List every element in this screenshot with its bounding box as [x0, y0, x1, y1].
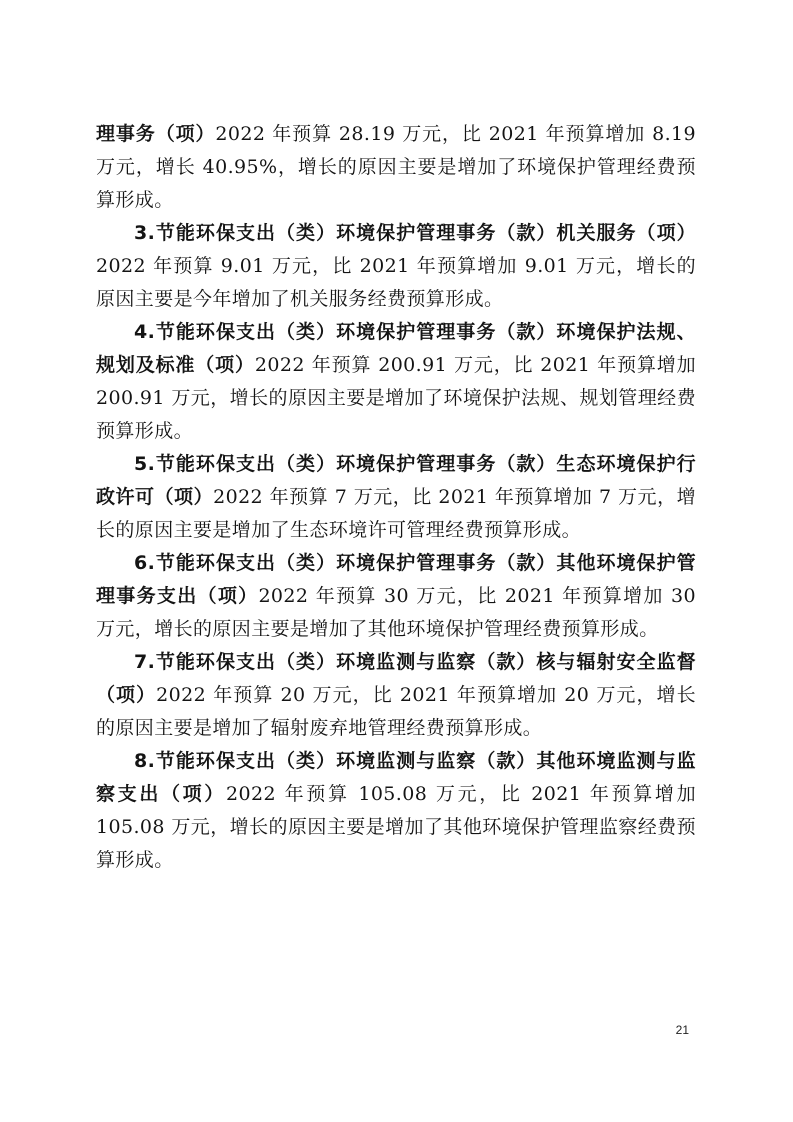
paragraph-4-heading: 5.节能环保支出（类）环境保护管理事务（款）生态环境保护行政许可（项）: [96, 453, 696, 508]
document-body: [96, 118, 696, 877]
paragraph-5-heading: 6.节能环保支出（类）环境保护管理事务（款）其他环境保护管理事务支出（项）: [96, 552, 696, 607]
paragraph-4: [96, 448, 696, 547]
paragraph-5: [96, 547, 696, 646]
paragraph-6-heading: 7.节能环保支出（类）环境监测与监察（款）核与辐射安全监督（项）: [96, 651, 696, 706]
paragraph-2-text: 2022 年预算 9.01 万元，比 2021 年预算增加 9.01 万元，增长的原因主要是今年增加了机关服务经费预算形成。: [96, 255, 696, 310]
paragraph-2: [96, 217, 696, 316]
paragraph-3: [96, 316, 696, 448]
paragraph-4-text: 2022 年预算 7 万元，比 2021 年预算增加 7 万元，增长的原因主要是增加了生态环境许可管理经费预算形成。: [96, 486, 696, 541]
paragraph-7-heading: 8.节能环保支出（类）环境监测与监察（款）其他环境监测与监察支出（项）: [96, 750, 696, 805]
paragraph-6: [96, 646, 696, 745]
paragraph-2-heading: 3.节能环保支出（类）环境保护管理事务（款）机关服务（项）: [134, 222, 696, 244]
paragraph-7: [96, 745, 696, 877]
paragraph-3-heading: 4.节能环保支出（类）环境保护管理事务（款）环境保护法规、规划及标准（项）: [96, 321, 696, 376]
paragraph-1: [96, 118, 696, 217]
paragraph-1-text: 2022 年预算 28.19 万元，比 2021 年预算增加 8.19 万元，增长 40.95%，增长的原因主要是增加了环境保护管理经费预算形成。: [96, 123, 696, 211]
paragraph-1-heading: 理事务（项）: [96, 123, 216, 145]
paragraph-5-text: 2022 年预算 30 万元，比 2021 年预算增加 30 万元，增长的原因主要是增加了其他环境保护管理经费预算形成。: [96, 585, 696, 640]
paragraph-7-text: 2022 年预算 105.08 万元，比 2021 年预算增加 105.08 万元，增长的原因主要是增加了其他环境保护管理监察经费预算形成。: [96, 783, 696, 871]
page-number: 21: [675, 1023, 689, 1037]
paragraph-6-text: 2022 年预算 20 万元，比 2021 年预算增加 20 万元，增长的原因主要是增加了辐射废弃地管理经费预算形成。: [96, 684, 696, 739]
paragraph-3-text: 2022 年预算 200.91 万元，比 2021 年预算增加 200.91 万元，增长的原因主要是增加了环境保护法规、规划管理经费预算形成。: [96, 354, 696, 442]
